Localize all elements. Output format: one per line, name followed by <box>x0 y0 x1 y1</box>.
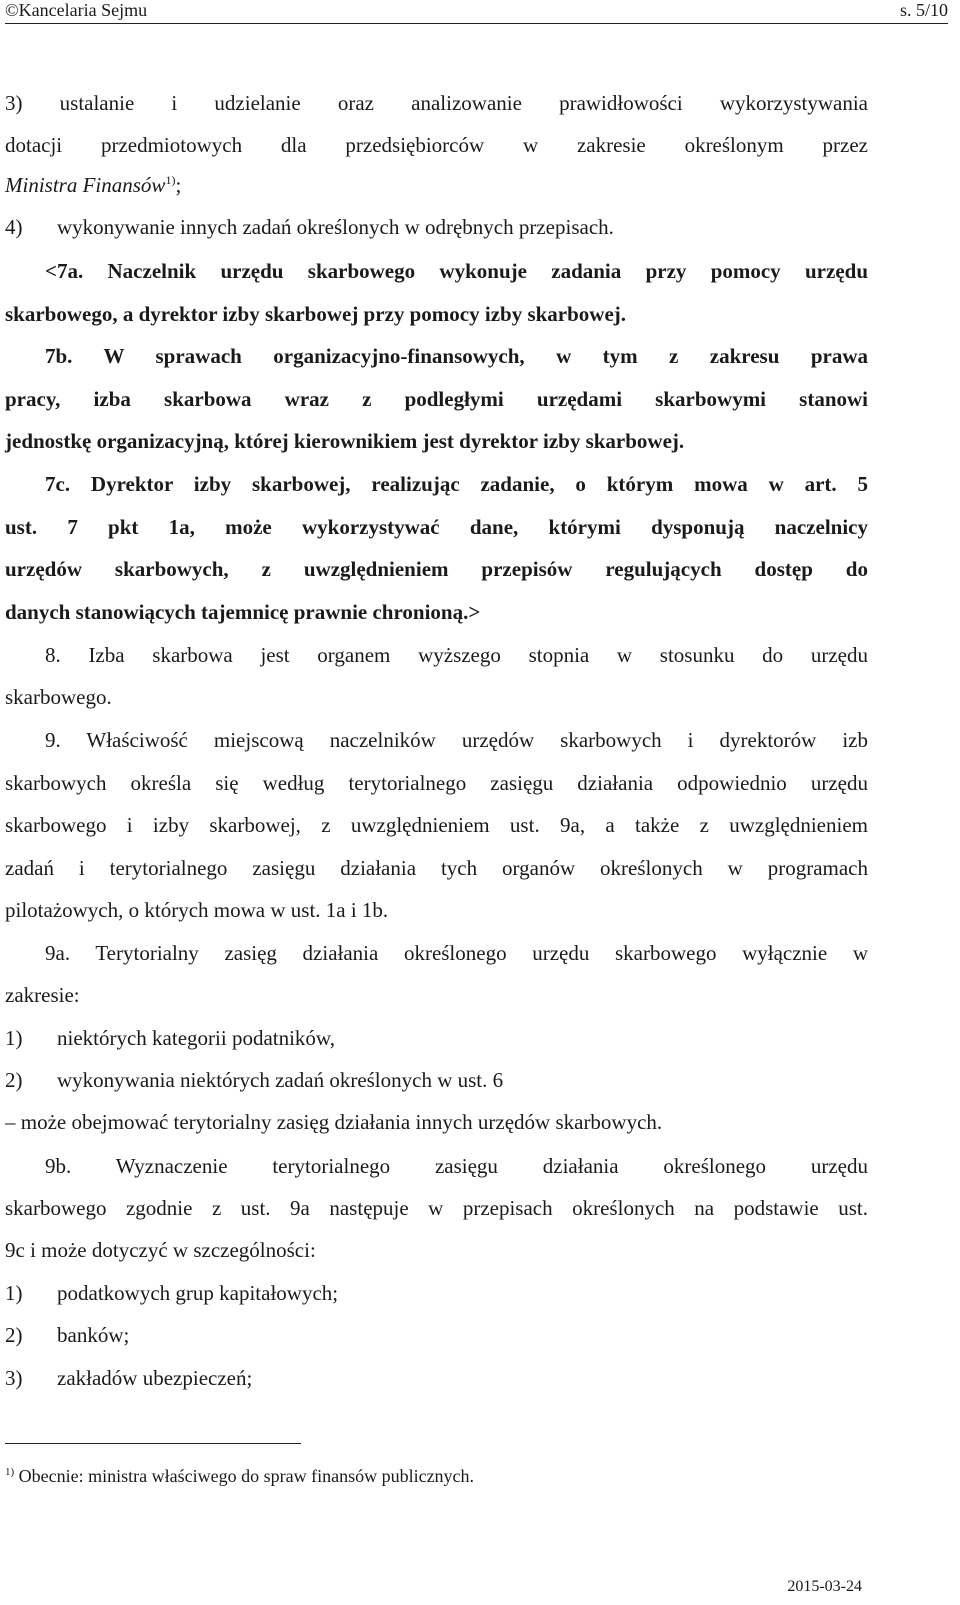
text-line: skarbowego, a dyrektor izby skarbowej przy pomocy izby skarbowej. <box>5 302 627 326</box>
item-number: 1) <box>5 1026 23 1050</box>
text-line: pracy, izba skarbowa wraz z podległymi urzędami skarbowymi stanowi <box>5 387 868 411</box>
text-line: skarbowego zgodnie z ust. 9a następuje w przepisach określonych na podstawie ust. <box>5 1196 868 1220</box>
text-line: ust. 7 pkt 1a, może wykorzystywać dane, którymi dysponują naczelnicy <box>5 515 868 539</box>
text-line: skarbowego. <box>5 685 112 709</box>
header-rule <box>5 23 948 24</box>
list-item <box>5 1322 129 1348</box>
item-number: 2) <box>5 1068 23 1092</box>
text-line: pilotażowych, o których mowa w ust. 1a i 1b. <box>5 898 389 922</box>
text-line <box>5 172 181 198</box>
page-header <box>5 0 948 24</box>
list-item <box>5 1280 338 1306</box>
item-text: niektórych kategorii podatników, <box>57 1026 335 1050</box>
footnote-rule <box>5 1443 301 1444</box>
item-text: wykonywania niektórych zadań określonych w ust. 6 <box>57 1068 504 1092</box>
text-line: 9a. Terytorialny zasięg działania określonego urzędu skarbowego wyłącznie w <box>45 941 868 965</box>
text-line: zakresie: <box>5 983 80 1007</box>
text-line: 9c i może dotyczyć w szczególności: <box>5 1238 316 1262</box>
list-item <box>5 214 614 240</box>
text-line: skarbowych określa się według terytorialnego zasięgu działania odpowiednio urzędu <box>5 771 868 795</box>
item-number: 1) <box>5 1281 23 1305</box>
item-number: 2) <box>5 1323 23 1347</box>
text-line: 8. Izba skarbowa jest organem wyższego stopnia w stosunku do urzędu <box>45 643 868 667</box>
list-item <box>5 1067 503 1093</box>
text-line: jednostkę organizacyjną, której kierownikiem jest dyrektor izby skarbowej. <box>5 429 685 453</box>
punctuation: ; <box>175 173 182 197</box>
copyright-label: ©Kancelaria Sejmu <box>5 0 148 20</box>
text-line: dotacji przedmiotowych dla przedsiębiorców w zakresie określonym przez <box>5 133 868 157</box>
item-text: zakładów ubezpieczeń; <box>57 1366 253 1390</box>
item-number: 4) <box>5 215 23 239</box>
text-line: 9. Właściwość miejscową naczelników urzędów skarbowych i dyrektorów izb <box>45 728 868 752</box>
list-item <box>5 1025 335 1051</box>
text-line: 3) ustalanie i udzielanie oraz analizowanie prawidłowości wykorzystywania <box>5 91 868 115</box>
text-line: zadań i terytorialnego zasięgu działania tych organów określonych w programach <box>5 856 868 880</box>
footnote-ref[interactable]: 1) <box>165 173 176 187</box>
text-line: 7b. W sprawach organizacyjno-finansowych, w tym z zakresu prawa <box>45 344 868 368</box>
footnote <box>5 1466 474 1487</box>
item-text: podatkowych grup kapitałowych; <box>57 1281 339 1305</box>
footer-date: 2015-03-24 <box>787 1578 862 1595</box>
item-text: banków; <box>57 1323 130 1347</box>
item-number: 3) <box>5 1366 23 1390</box>
text-line: – może obejmować terytorialny zasięg działania innych urzędów skarbowych. <box>5 1110 663 1134</box>
footnote-marker: 1) <box>5 1466 15 1478</box>
item-text: wykonywanie innych zadań określonych w odrębnych przepisach. <box>57 215 614 239</box>
ministry-name: Ministra Finansów <box>5 173 166 197</box>
page-number: s. 5/10 <box>899 0 948 20</box>
footnote-text: Obecnie: ministra właściwego do spraw finansów publicznych. <box>18 1466 475 1486</box>
text-line: skarbowego i izby skarbowej, z uwzględnieniem ust. 9a, a także z uwzględnieniem <box>5 813 868 837</box>
text-line: 9b. Wyznaczenie terytorialnego zasięgu działania określonego urzędu <box>45 1154 868 1178</box>
text-line: urzędów skarbowych, z uwzględnieniem przepisów regulujących dostęp do <box>5 557 868 581</box>
text-line: danych stanowiących tajemnicę prawnie chronioną.> <box>5 600 481 624</box>
text-line: 7c. Dyrektor izby skarbowej, realizując zadanie, o którym mowa w art. 5 <box>45 472 868 496</box>
list-item <box>5 1365 252 1391</box>
text-line: <7a. Naczelnik urzędu skarbowego wykonuje zadania przy pomocy urzędu <box>45 259 868 283</box>
